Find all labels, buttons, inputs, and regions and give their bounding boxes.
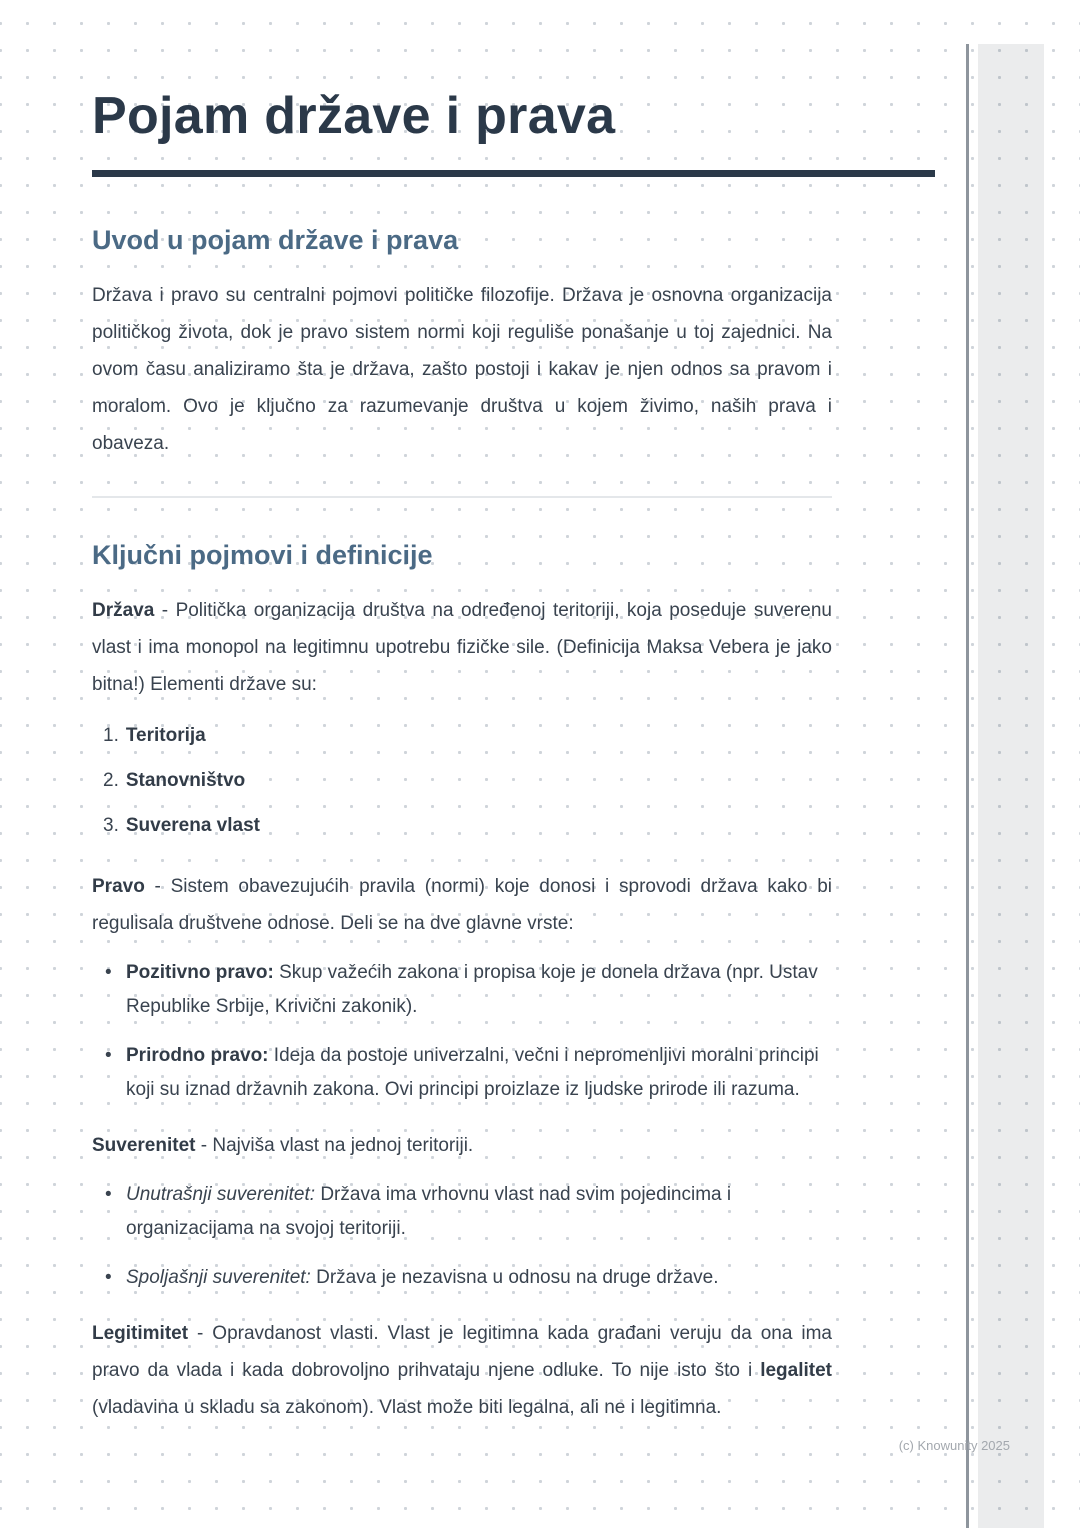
page-title: Pojam države i prava (92, 87, 616, 145)
list-item (105, 1261, 833, 1295)
definition-pravo-text: - Sistem obavezujućih pravila (normi) koje donosi i sprovodi država kako bi regulisala društvene odnose. Deli se na dve glavne vrste: (92, 876, 832, 934)
list-item-label: Teritorija (125, 725, 206, 746)
page-edge-strip (978, 44, 1044, 1528)
definition-pravo (92, 868, 832, 942)
definition-legitimitet (92, 1315, 832, 1426)
list-item-label: Pozitivno pravo: (126, 962, 274, 983)
list-item (103, 713, 935, 758)
list-item (105, 1039, 833, 1107)
section-divider (92, 496, 832, 498)
list-item (103, 803, 935, 848)
list-item-text (126, 956, 833, 1024)
section-heading-intro: Uvod u pojam države i prava (92, 225, 459, 255)
state-elements-list (103, 713, 935, 848)
list-number: 2. (103, 770, 119, 791)
bullet-icon: • (105, 962, 112, 983)
list-item-label: Suverena vlast (125, 815, 260, 836)
list-item-text (126, 1178, 833, 1246)
list-item-label: Spoljašnji suverenitet: (126, 1267, 311, 1288)
list-item (103, 758, 935, 803)
page-edge-line (966, 44, 969, 1528)
term-suverenitet: Suverenitet (92, 1135, 196, 1156)
list-item (105, 956, 833, 1024)
list-item-text (126, 1261, 833, 1295)
list-item-body: Ideja da postoje univerzalni, večni i nepromenljivi moralni principi koji su iznad državnih zakona. Ovi principi proizlaze iz ljudske prirode ili razuma. (126, 1045, 819, 1100)
list-number: 1. (103, 725, 119, 746)
definition-suverenitet (92, 1127, 832, 1164)
definition-drzava (92, 592, 832, 703)
intro-paragraph: Država i pravo su centralni pojmovi političke filozofije. Država je osnovna organizacija političkog života, dok je pravo sistem normi koji reguliše ponašanje u toj zajednici. Na ovom času analiziramo šta je država, zašto postoji i kakav je njen odnos sa pravom i moralom. Ovo je ključno za razumevanje društva u kojem živimo, naših prava i obaveza. (92, 285, 832, 454)
term-drzava: Država (92, 600, 155, 621)
suverenitet-types-list (105, 1178, 833, 1295)
section-heading-key-terms: Ključni pojmovi i definicije (92, 540, 433, 570)
copyright-watermark: (c) Knowunity 2025 (898, 1438, 1010, 1453)
list-item-body: Država je nezavisna u odnosu na druge države. (310, 1267, 719, 1288)
content-area (92, 86, 935, 1426)
term-legalitet: legalitet (760, 1360, 832, 1381)
bullet-icon: • (105, 1045, 112, 1066)
list-item-label: Unutrašnji suverenitet: (126, 1184, 316, 1205)
list-item (105, 1178, 833, 1246)
list-item-text (126, 1039, 833, 1107)
term-legitimitet: Legitimitet (92, 1323, 189, 1344)
bullet-icon: • (105, 1184, 112, 1205)
definition-suverenitet-text: - Najviša vlast na jednoj teritoriji. (195, 1135, 474, 1156)
definition-drzava-text: - Politička organizacija društva na određenoj teritoriji, koja poseduje suverenu vlast i ima monopol na legitimnu upotrebu fizičke sile. (Definicija Maksa Vebera je jako bitna!) Elementi države su: (92, 600, 832, 695)
list-item-body: Država ima vrhovnu vlast nad svim pojedincima i organizacijama na svojoj teritoriji. (126, 1184, 732, 1239)
pravo-types-list (105, 956, 833, 1107)
list-item-body: Skup važećih zakona i propisa koje je donela država (npr. Ustav Republike Srbije, Krivični zakonik). (126, 962, 818, 1017)
list-number: 3. (103, 815, 119, 836)
list-item-label: Prirodno pravo: (126, 1045, 269, 1066)
term-pravo: Pravo (92, 876, 145, 897)
title-underline (92, 170, 935, 177)
legitimitet-text-1: - Opravdanost vlasti. Vlast je legitimna kada građani veruju da ona ima pravo da vlada i kada dobrovoljno prihvataju njene odluke. To nije isto što i (92, 1323, 832, 1381)
bullet-icon: • (105, 1267, 112, 1288)
legitimitet-text-2: (vladavina u skladu sa zakonom). Vlast može biti legalna, ali ne i legitimna. (92, 1397, 722, 1418)
list-item-label: Stanovništvo (125, 770, 246, 791)
